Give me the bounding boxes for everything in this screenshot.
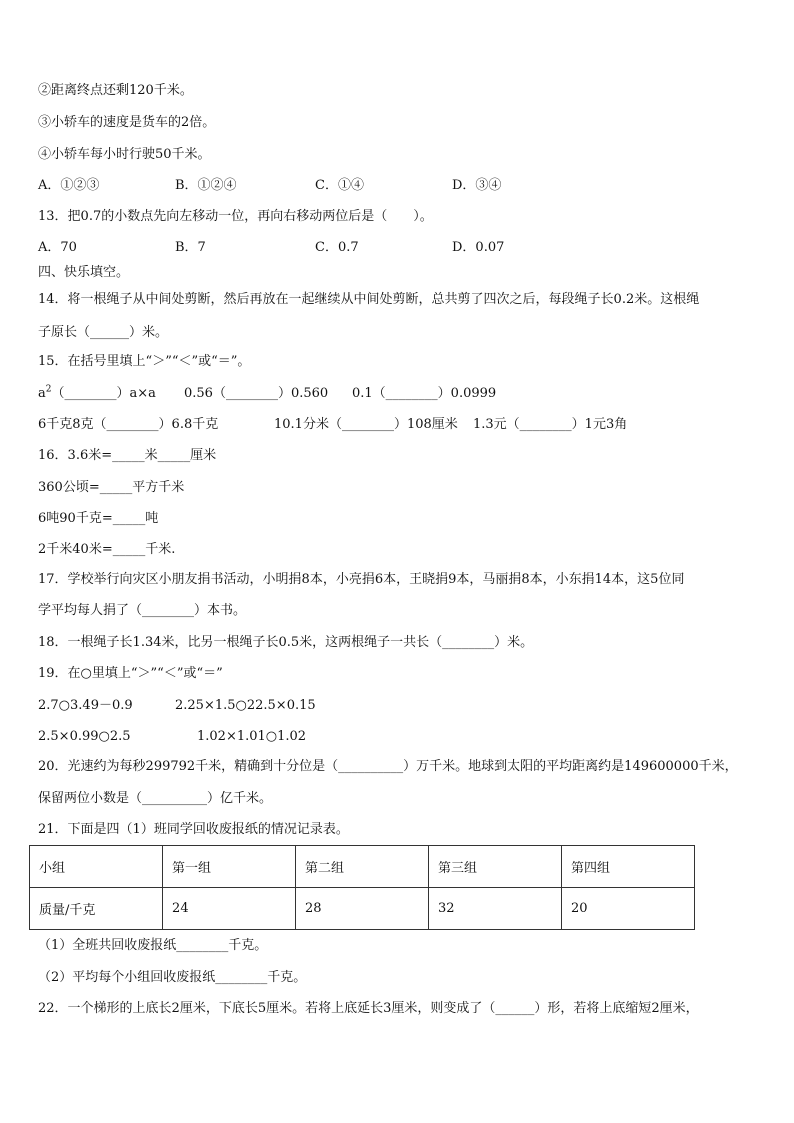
q12-option-b: B．①②④	[175, 178, 237, 193]
q21-sub-1: （1）全班共回收废报纸________千克。	[38, 938, 268, 953]
q15-a-exponent: 2	[45, 384, 52, 395]
q14-line-1: 14．将一根绳子从中间处剪断，然后再放在一起继续从中间处剪断，总共剪了四次之后，每段绳子长0.2米。这根绳	[38, 292, 700, 307]
table-cell: 24	[163, 888, 296, 930]
section-4-title: 四、快乐填空。	[38, 265, 130, 280]
q13-option-c: C．0.7	[315, 240, 359, 255]
table-cell: 20	[562, 888, 695, 930]
q14-line-2: 子原长（______）米。	[38, 325, 169, 340]
q13-option-d: D．0.07	[452, 240, 505, 255]
q12-statement-4: ④小轿车每小时行驶50千米。	[38, 147, 211, 162]
table-cell: 质量/千克	[30, 888, 163, 930]
table-row	[30, 888, 695, 930]
q17-line-2: 学平均每人捐了（________）本书。	[38, 603, 247, 618]
table-header-cell: 小组	[30, 846, 163, 888]
q15-a-base: a	[38, 386, 46, 401]
q20-line-1: 20．光速约为每秒299792千米，精确到十分位是（__________）万千米。地球到太阳的平均距离约是149600000千米，	[38, 759, 738, 774]
q19-item-3: 2.5×0.99○2.5	[38, 729, 131, 744]
q20-line-2: 保留两位小数是（__________）亿千米。	[38, 791, 273, 806]
q16-line-2: 360公顷=_____平方千米	[38, 480, 185, 495]
q19-item-1: 2.7○3.49－0.9	[38, 698, 133, 713]
q18-question: 18．一根绳子长1.34米，比另一根绳子长0.5米，这两根绳子一共长（________）米。	[38, 635, 534, 650]
q19-title: 19．在○里填上“＞”“＜”或“＝”	[38, 666, 223, 681]
q15-item-yuan: 1.3元（________）1元3角	[473, 417, 628, 432]
table-cell: 28	[296, 888, 429, 930]
q15-item-dm: 10.1分米（________）108厘米	[274, 417, 458, 432]
q21-title: 21．下面是四（1）班同学回收废报纸的情况记录表。	[38, 822, 349, 837]
table-header-cell: 第四组	[562, 846, 695, 888]
q12-statement-2: ②距离终点还剩120千米。	[38, 83, 193, 98]
q13-option-b: B．7	[175, 240, 206, 255]
table-header-cell: 第三组	[429, 846, 562, 888]
q22-line-1: 22．一个梯形的上底长2厘米，下底长5厘米。若将上底延长3厘米，则变成了（______）形，若将上底缩短2厘米，	[38, 1001, 699, 1016]
q21-sub-2: （2）平均每个小组回收废报纸________千克。	[38, 970, 307, 985]
q15-title: 15．在括号里填上“＞”“＜”或“＝”。	[38, 354, 251, 369]
table-header-cell: 第二组	[296, 846, 429, 888]
q15-item-a-squared	[38, 385, 156, 403]
q15-item-056: 0.56（________）0.560	[184, 386, 329, 401]
table-header-cell: 第一组	[163, 846, 296, 888]
q15-item-01: 0.1（________）0.0999	[352, 386, 497, 401]
q19-item-4: 1.02×1.01○1.02	[197, 729, 307, 744]
q19-item-2: 2.25×1.5○22.5×0.15	[175, 698, 316, 713]
q12-option-a: A．①②③	[38, 178, 100, 193]
q16-line-3: 6吨90千克=_____吨	[38, 511, 159, 526]
q17-line-1: 17．学校举行向灾区小朋友捐书活动，小明捐8本，小亮捐6本，王晓捐9本，马丽捐8本，小东捐14本，这5位同	[38, 572, 685, 587]
q12-option-c: C．①④	[315, 178, 364, 193]
q16-line-4: 2千米40米=_____千米.	[38, 542, 176, 557]
q13-option-a: A．70	[38, 240, 77, 255]
q16-line-1: 16．3.6米=_____米_____厘米	[38, 448, 217, 463]
table-header-row	[30, 846, 695, 888]
q12-option-d: D．③④	[452, 178, 502, 193]
q15-item-kg: 6千克8克（________）6.8千克	[38, 417, 219, 432]
table-cell: 32	[429, 888, 562, 930]
q12-statement-3: ③小轿车的速度是货车的2倍。	[38, 115, 216, 130]
q13-question: 13．把0.7的小数点先向左移动一位，再向右移动两位后是（ ）。	[38, 209, 433, 224]
q15-a-rest: （________）a×a	[51, 386, 156, 401]
recycling-record-table	[29, 845, 695, 930]
